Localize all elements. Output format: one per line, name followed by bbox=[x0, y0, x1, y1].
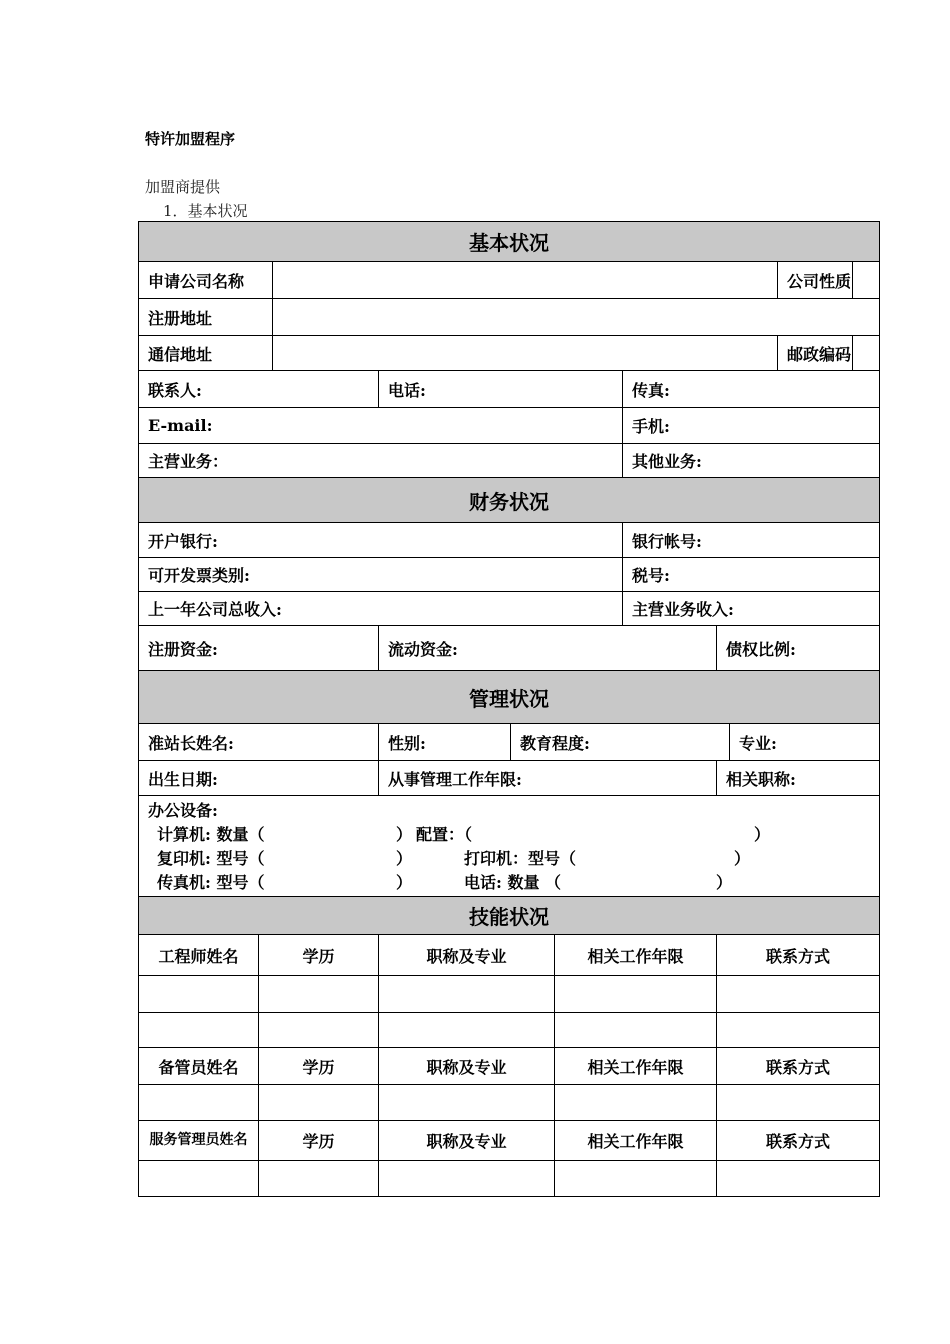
work-years-header: 相关工作年限 bbox=[555, 1121, 717, 1161]
engineer-name-header: 工程师姓名 bbox=[139, 935, 259, 976]
table-row bbox=[139, 1013, 880, 1048]
equipment-heading-line bbox=[148, 799, 879, 823]
company-name-field[interactable] bbox=[273, 262, 778, 299]
contact-field[interactable]: 联系人: bbox=[139, 371, 379, 408]
office-equipment-cell[interactable] bbox=[139, 796, 880, 897]
service-name-header bbox=[139, 1121, 259, 1161]
table-row bbox=[139, 976, 880, 1013]
title-rank-field[interactable]: 相关职称: bbox=[717, 761, 880, 796]
service-header-row bbox=[139, 1121, 880, 1161]
office-equipment-label: 办公设备: bbox=[148, 801, 218, 820]
phone-qty-label: 电话: 数量 （ bbox=[464, 873, 562, 892]
copier-model-label: 复印机: 型号（ bbox=[157, 849, 265, 868]
birth-date-field[interactable]: 出生日期: bbox=[139, 761, 379, 796]
section-management: 管理状况 bbox=[139, 671, 880, 724]
engineer-header-row bbox=[139, 935, 880, 976]
education-field[interactable]: 教育程度: bbox=[511, 724, 730, 761]
printer-model-label: 打印机：型号（ bbox=[464, 849, 577, 868]
education-header: 学历 bbox=[259, 935, 379, 976]
franchise-form-table bbox=[138, 221, 880, 1197]
working-capital-field[interactable]: 流动资金: bbox=[379, 626, 717, 671]
copier-line bbox=[148, 847, 879, 871]
backup-name-cell[interactable] bbox=[139, 1085, 259, 1121]
title-major-cell[interactable] bbox=[379, 1013, 555, 1048]
computer-line bbox=[148, 823, 879, 847]
phone-field[interactable]: 电话: bbox=[379, 371, 623, 408]
mail-address-label: 通信地址 bbox=[139, 336, 273, 371]
fax-field[interactable]: 传真: bbox=[623, 371, 880, 408]
subheading: 1．基本状况 bbox=[163, 202, 248, 220]
education-header: 学历 bbox=[259, 1121, 379, 1161]
section-finance: 财务状况 bbox=[139, 478, 880, 523]
config-close: ） bbox=[754, 825, 771, 844]
title-major-cell[interactable] bbox=[379, 1085, 555, 1121]
backup-name-header: 备管员姓名 bbox=[139, 1048, 259, 1085]
reg-address-field[interactable] bbox=[273, 299, 880, 336]
gender-field[interactable]: 性别: bbox=[379, 724, 511, 761]
title-major-cell[interactable] bbox=[379, 1161, 555, 1197]
contact-header: 联系方式 bbox=[717, 935, 880, 976]
contact-header: 联系方式 bbox=[717, 1121, 880, 1161]
service-name-header-text: 服务管理员姓名 bbox=[149, 1132, 248, 1148]
postcode-field[interactable] bbox=[853, 336, 880, 371]
postcode-label: 邮政编码 bbox=[778, 336, 853, 371]
printer-model-close: ） bbox=[734, 849, 751, 868]
company-type-label: 公司性质 bbox=[778, 262, 853, 299]
mobile-field[interactable]: 手机: bbox=[623, 408, 880, 444]
main-business-field[interactable]: 主营业务： bbox=[139, 444, 623, 478]
fax-machine-line bbox=[148, 871, 879, 895]
copier-model-close: ） bbox=[396, 849, 413, 868]
title-major-header: 职称及专业 bbox=[379, 935, 555, 976]
education-header: 学历 bbox=[259, 1048, 379, 1085]
engineer-name-cell[interactable] bbox=[139, 976, 259, 1013]
work-years-header: 相关工作年限 bbox=[555, 1048, 717, 1085]
phone-qty-close: ） bbox=[716, 873, 733, 892]
tax-no-field[interactable]: 税号: bbox=[623, 558, 880, 592]
education-cell[interactable] bbox=[259, 1013, 379, 1048]
fax-machine-model-close: ） bbox=[396, 873, 413, 892]
title-major-header: 职称及专业 bbox=[379, 1048, 555, 1085]
email-field[interactable]: E-mail: bbox=[139, 408, 623, 444]
service-name-cell[interactable] bbox=[139, 1161, 259, 1197]
company-type-field[interactable] bbox=[853, 262, 880, 299]
contact-cell[interactable] bbox=[717, 1013, 880, 1048]
invoice-type-field[interactable]: 可开发票类别: bbox=[139, 558, 623, 592]
table-row bbox=[139, 1085, 880, 1121]
major-field[interactable]: 专业: bbox=[730, 724, 880, 761]
account-field[interactable]: 银行帐号: bbox=[623, 523, 880, 558]
work-years-cell[interactable] bbox=[555, 1085, 717, 1121]
computer-qty-close: ） bbox=[396, 825, 413, 844]
other-business-field[interactable]: 其他业务: bbox=[623, 444, 880, 478]
backup-header-row bbox=[139, 1048, 880, 1085]
last-year-income-field[interactable]: 上一年公司总收入: bbox=[139, 592, 623, 626]
engineer-name-cell[interactable] bbox=[139, 1013, 259, 1048]
computer-qty-label: 计算机: 数量（ bbox=[157, 825, 265, 844]
education-cell[interactable] bbox=[259, 1085, 379, 1121]
document-title: 特许加盟程序 bbox=[145, 130, 236, 148]
reg-capital-field[interactable]: 注册资金: bbox=[139, 626, 379, 671]
work-years-cell[interactable] bbox=[555, 976, 717, 1013]
manager-name-field[interactable]: 准站长姓名: bbox=[139, 724, 379, 761]
section-skills: 技能状况 bbox=[139, 897, 880, 935]
bank-field[interactable]: 开户银行: bbox=[139, 523, 623, 558]
contact-cell[interactable] bbox=[717, 976, 880, 1013]
contact-cell[interactable] bbox=[717, 1085, 880, 1121]
main-income-field[interactable]: 主营业务收入: bbox=[623, 592, 880, 626]
mail-address-field[interactable] bbox=[273, 336, 778, 371]
work-years-header: 相关工作年限 bbox=[555, 935, 717, 976]
config-label: 配置：（ bbox=[416, 825, 473, 844]
title-major-header: 职称及专业 bbox=[379, 1121, 555, 1161]
fax-machine-model-label: 传真机: 型号（ bbox=[157, 873, 265, 892]
education-cell[interactable] bbox=[259, 976, 379, 1013]
debt-ratio-field[interactable]: 债权比例: bbox=[717, 626, 880, 671]
work-years-cell[interactable] bbox=[555, 1161, 717, 1197]
section-basic: 基本状况 bbox=[139, 222, 880, 262]
mgmt-years-field[interactable]: 从事管理工作年限: bbox=[379, 761, 717, 796]
education-cell[interactable] bbox=[259, 1161, 379, 1197]
reg-address-label: 注册地址 bbox=[139, 299, 273, 336]
contact-cell[interactable] bbox=[717, 1161, 880, 1197]
title-major-cell[interactable] bbox=[379, 976, 555, 1013]
work-years-cell[interactable] bbox=[555, 1013, 717, 1048]
contact-header: 联系方式 bbox=[717, 1048, 880, 1085]
company-name-label: 申请公司名称 bbox=[139, 262, 273, 299]
table-row bbox=[139, 1161, 880, 1197]
provider-label: 加盟商提供 bbox=[145, 178, 221, 196]
